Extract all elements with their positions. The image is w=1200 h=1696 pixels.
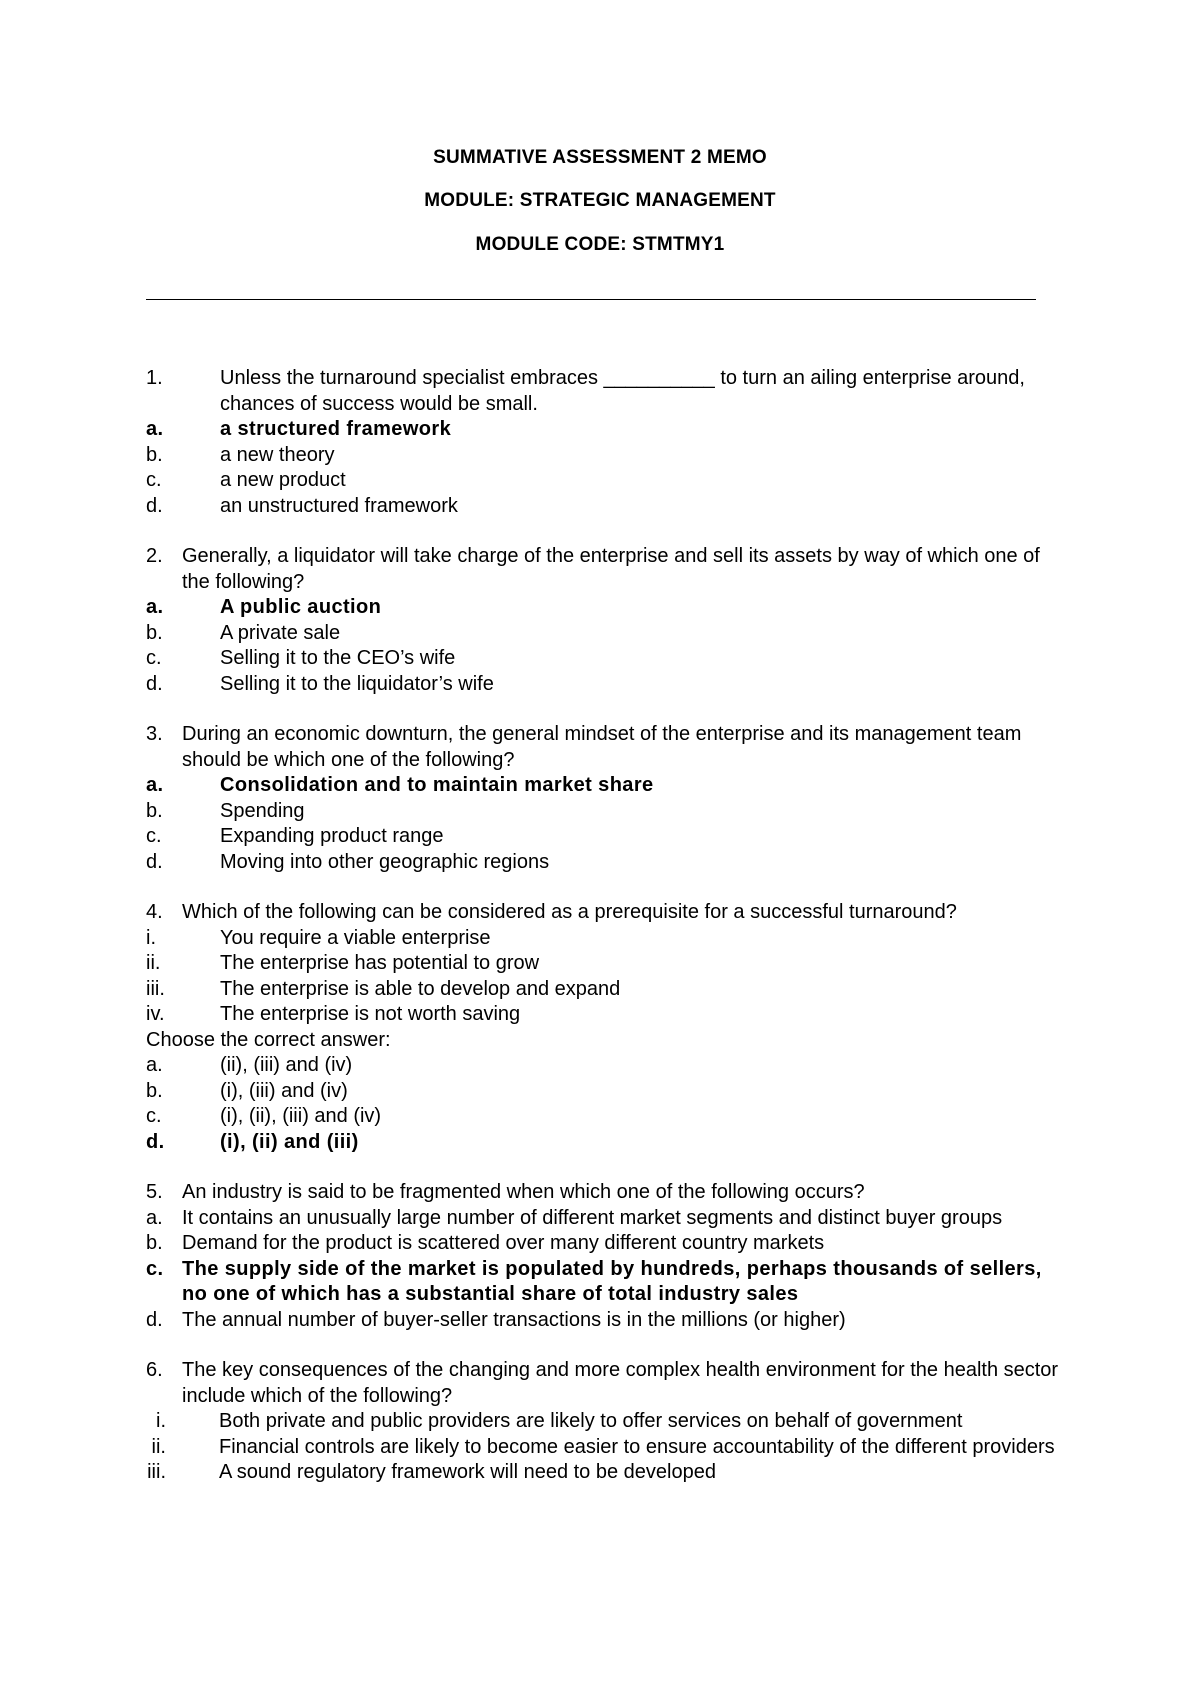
statement-text: The enterprise is able to develop and expand bbox=[220, 977, 621, 1000]
option-label: d. bbox=[146, 850, 163, 873]
choose-text: Choose the correct answer: bbox=[146, 1028, 391, 1051]
statement-text: Both private and public providers are likely to offer services on behalf of government bbox=[219, 1410, 963, 1432]
horizontal-rule bbox=[146, 299, 1036, 300]
question-list bbox=[146, 366, 1066, 1486]
option-label: c. bbox=[146, 825, 162, 847]
question-number: 6. bbox=[146, 1359, 163, 1381]
option-text-correct: Consolidation and to maintain market share bbox=[220, 774, 654, 796]
option-text: Demand for the product is scattered over many different country markets bbox=[182, 1232, 825, 1254]
option-text: (ii), (iii) and (iv) bbox=[220, 1054, 353, 1076]
question-number: 3. bbox=[146, 723, 163, 745]
statement-label: i. bbox=[146, 926, 156, 949]
question-5 bbox=[146, 1180, 1066, 1206]
option-b bbox=[146, 1079, 1066, 1105]
question-text: Generally, a liquidator will take charge of the enterprise and sell its assets by way of which one of the following? bbox=[182, 545, 1040, 593]
statement-i bbox=[146, 1409, 1066, 1435]
option-text: Selling it to the CEO’s wife bbox=[220, 647, 456, 669]
question-number: 5. bbox=[146, 1181, 163, 1203]
option-label: c. bbox=[146, 1105, 162, 1127]
option-text: The annual number of buyer-seller transactions is in the millions (or higher) bbox=[182, 1308, 846, 1331]
option-label: b. bbox=[146, 1232, 163, 1254]
statement-label: i. bbox=[156, 1410, 166, 1432]
module-code: MODULE CODE: STMTMY1 bbox=[475, 234, 725, 255]
question-text: An industry is said to be fragmented when which one of the following occurs? bbox=[182, 1181, 865, 1203]
question-3 bbox=[146, 722, 1066, 773]
question-number: 1. bbox=[146, 367, 163, 389]
option-c bbox=[146, 1104, 1066, 1130]
option-text: a new theory bbox=[220, 443, 335, 466]
option-label: a. bbox=[146, 774, 164, 796]
option-d bbox=[146, 1130, 1066, 1156]
statement-iii bbox=[146, 1460, 1066, 1486]
option-label: d. bbox=[146, 1130, 165, 1153]
statement-text: The enterprise has potential to grow bbox=[220, 952, 540, 974]
option-text: an unstructured framework bbox=[220, 494, 458, 517]
choose-instruction bbox=[146, 1028, 1066, 1054]
statement-ii bbox=[146, 951, 1066, 977]
option-label: c. bbox=[146, 1257, 164, 1280]
question-4 bbox=[146, 900, 1066, 926]
question-number: 4. bbox=[146, 901, 163, 923]
module-name: MODULE: STRATEGIC MANAGEMENT bbox=[424, 190, 776, 211]
option-text: a new product bbox=[220, 469, 346, 491]
option-c bbox=[146, 468, 1066, 494]
statement-i bbox=[146, 926, 1066, 952]
option-label: b. bbox=[146, 1079, 163, 1102]
option-label: b. bbox=[146, 621, 163, 644]
option-label: c. bbox=[146, 647, 162, 669]
statement-label: ii. bbox=[146, 952, 161, 974]
statement-text: Financial controls are likely to become easier to ensure accountability of the different providers bbox=[219, 1435, 1055, 1458]
question-text: During an economic downturn, the general mindset of the enterprise and its management team should be which one of the following? bbox=[182, 723, 1022, 771]
question-text: Unless the turnaround specialist embraces __________ to turn an ailing enterprise around, chances of success would be small. bbox=[220, 367, 1025, 415]
document-title: SUMMATIVE ASSESSMENT 2 MEMO bbox=[433, 147, 767, 168]
option-text: Moving into other geographic regions bbox=[220, 850, 550, 873]
option-label: c. bbox=[146, 469, 162, 491]
option-text: Spending bbox=[220, 799, 305, 822]
statement-label: iii. bbox=[146, 977, 165, 1000]
option-text: Selling it to the liquidator’s wife bbox=[220, 672, 494, 695]
option-a bbox=[146, 417, 1066, 443]
option-text: Expanding product range bbox=[220, 825, 444, 847]
option-label: a. bbox=[146, 1206, 163, 1229]
statement-text: You require a viable enterprise bbox=[220, 926, 491, 949]
option-text-correct: (i), (ii) and (iii) bbox=[220, 1130, 359, 1153]
option-text-correct: a structured framework bbox=[220, 418, 452, 440]
statement-ii bbox=[146, 1435, 1066, 1461]
option-label: d. bbox=[146, 494, 163, 517]
option-d bbox=[146, 1308, 1066, 1334]
option-text-correct: The supply side of the market is populated by hundreds, perhaps thousands of sellers, no one of which has a substantial share of total industry sales bbox=[182, 1257, 1042, 1305]
statement-iii bbox=[146, 977, 1066, 1003]
option-d bbox=[146, 494, 1066, 520]
option-b bbox=[146, 799, 1066, 825]
option-a bbox=[146, 595, 1066, 621]
option-label: a. bbox=[146, 418, 164, 440]
question-2 bbox=[146, 544, 1066, 595]
question-text: Which of the following can be considered as a prerequisite for a successful turnaround? bbox=[182, 901, 957, 923]
option-c bbox=[146, 824, 1066, 850]
option-text: It contains an unusually large number of different market segments and distinct buyer groups bbox=[182, 1206, 1003, 1229]
option-text: (i), (ii), (iii) and (iv) bbox=[220, 1105, 382, 1127]
option-a bbox=[146, 1206, 1066, 1232]
option-b bbox=[146, 621, 1066, 647]
option-text-correct: A public auction bbox=[220, 596, 382, 618]
option-label: b. bbox=[146, 799, 163, 822]
question-number: 2. bbox=[146, 545, 163, 567]
option-label: a. bbox=[146, 596, 164, 618]
statement-label: iv. bbox=[146, 1003, 165, 1025]
option-label: d. bbox=[146, 1308, 163, 1331]
statement-iv bbox=[146, 1002, 1066, 1028]
option-b bbox=[146, 1231, 1066, 1257]
statement-text: The enterprise is not worth saving bbox=[220, 1003, 521, 1025]
option-label: d. bbox=[146, 672, 163, 695]
option-d bbox=[146, 672, 1066, 698]
option-c bbox=[146, 1257, 1066, 1308]
statement-label: ii. bbox=[151, 1435, 166, 1458]
option-c bbox=[146, 646, 1066, 672]
option-text: (i), (iii) and (iv) bbox=[220, 1079, 348, 1102]
question-text: The key consequences of the changing and more complex health environment for the health sector include which of the following? bbox=[182, 1359, 1059, 1407]
question-6 bbox=[146, 1358, 1066, 1409]
option-text: A private sale bbox=[220, 621, 341, 644]
option-d bbox=[146, 850, 1066, 876]
option-label: b. bbox=[146, 443, 163, 466]
option-b bbox=[146, 443, 1066, 469]
question-1 bbox=[146, 366, 1066, 417]
option-label: a. bbox=[146, 1054, 163, 1076]
option-a bbox=[146, 773, 1066, 799]
option-a bbox=[146, 1053, 1066, 1079]
statement-label: iii. bbox=[147, 1461, 166, 1483]
statement-text: A sound regulatory framework will need to be developed bbox=[219, 1461, 716, 1483]
